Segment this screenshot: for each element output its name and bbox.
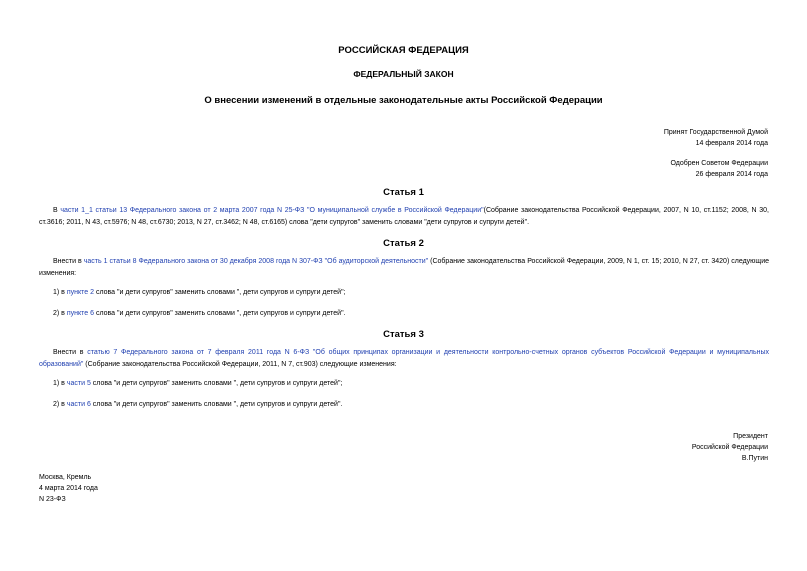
article-1-heading: Статья 1 (383, 187, 424, 198)
law-type-heading: ФЕДЕРАЛЬНЫЙ ЗАКОН (353, 69, 454, 79)
article-2-text-start: Внести в (53, 258, 84, 265)
signing-place: Москва, Кремль (39, 474, 92, 481)
item-text: слова "и дети супругов" заменить словами ", дети супругов и супруги детей". (90, 401, 343, 408)
article-3-item-1-link[interactable]: части 5 (66, 380, 91, 387)
duma-adoption-date: 14 февраля 2014 года (695, 140, 768, 147)
article-2-item-1 (53, 287, 346, 298)
item-prefix: 2) в (53, 401, 67, 408)
article-3-law-link[interactable]: статью 7 Федерального закона от 7 февраля 2011 года N 6-ФЗ "Об общих принципах организации и деятельности контрольно-счетных органов субъектов Российской Федерации и муниципальных образований" (39, 349, 769, 368)
item-prefix: 1) в (53, 380, 67, 387)
signature-name: В.Путин (741, 455, 768, 462)
council-approval-date: 26 февраля 2014 года (695, 171, 768, 178)
signature-title: Президент (733, 433, 768, 440)
article-2-item-2-link[interactable]: пункте 6 (66, 310, 94, 317)
article-1-text-end: (Собрание законодательства Российской Федерации, 2007, N 10, ст.1152; 2008, N 30, ст.3616; 2011, N 43, ст.5976; N 48, ст.6730; 2013, N 27, ст.3462; N 48, ст.6165) слова "дети супругов" заменить словами "дети супругов и супруги детей". (39, 207, 769, 226)
signature-block (692, 431, 768, 464)
article-2-text-end: (Собрание законодательства Российской Федерации, 2009, N 1, ст. 15; 2010, N 27, ст. 3420) следующие изменения: (39, 258, 769, 277)
duma-adoption-label: Принят Государственной Думой (663, 129, 768, 136)
article-3-text (39, 347, 769, 371)
article-3-item-1 (53, 378, 342, 389)
country-heading: РОССИЙСКАЯ ФЕДЕРАЦИЯ (338, 45, 469, 56)
article-3-item-2-link[interactable]: части 6 (66, 401, 91, 408)
council-approval-label: Одобрен Советом Федерации (670, 160, 768, 167)
signature-country: Российской Федерации (691, 444, 768, 451)
article-1-law-link[interactable]: части 1_1 статьи 13 Федерального закона от 2 марта 2007 года N 25-ФЗ "О муниципальной службе в Российской Федерации" (60, 207, 484, 214)
item-text: слова "и дети супругов" заменить словами ", дети супругов и супруги детей". (94, 310, 346, 317)
signing-date: 4 марта 2014 года (39, 485, 98, 492)
article-2-heading: Статья 2 (383, 238, 424, 249)
item-text: слова "и дети супругов" заменить словами ", дети супругов и супруги детей"; (90, 380, 343, 387)
item-prefix: 1) в (53, 289, 67, 296)
signing-place-block (39, 472, 98, 505)
article-3-heading: Статья 3 (383, 329, 424, 340)
law-title: О внесении изменений в отдельные законодательные акты Российской Федерации (204, 95, 603, 106)
article-1-text (39, 205, 769, 229)
item-text: слова "и дети супругов" заменить словами ", дети супругов и супруги детей"; (94, 289, 346, 296)
article-3-text-start: Внести в (53, 349, 88, 356)
article-1-text-start: В (53, 207, 61, 214)
article-3-item-2 (53, 399, 342, 410)
law-number: N 23-ФЗ (39, 496, 66, 503)
article-2-text (39, 256, 769, 280)
adoption-block (664, 127, 768, 180)
item-prefix: 2) в (53, 310, 67, 317)
article-3-text-end: (Собрание законодательства Российской Федерации, 2011, N 7, ст.903) следующие изменения: (83, 361, 397, 368)
article-2-item-1-link[interactable]: пункте 2 (66, 289, 94, 296)
article-2-law-link[interactable]: часть 1 статьи 8 Федерального закона от 30 декабря 2008 года N 307-ФЗ "Об аудиторской деятельности" (83, 258, 429, 265)
article-2-item-2 (53, 308, 346, 319)
